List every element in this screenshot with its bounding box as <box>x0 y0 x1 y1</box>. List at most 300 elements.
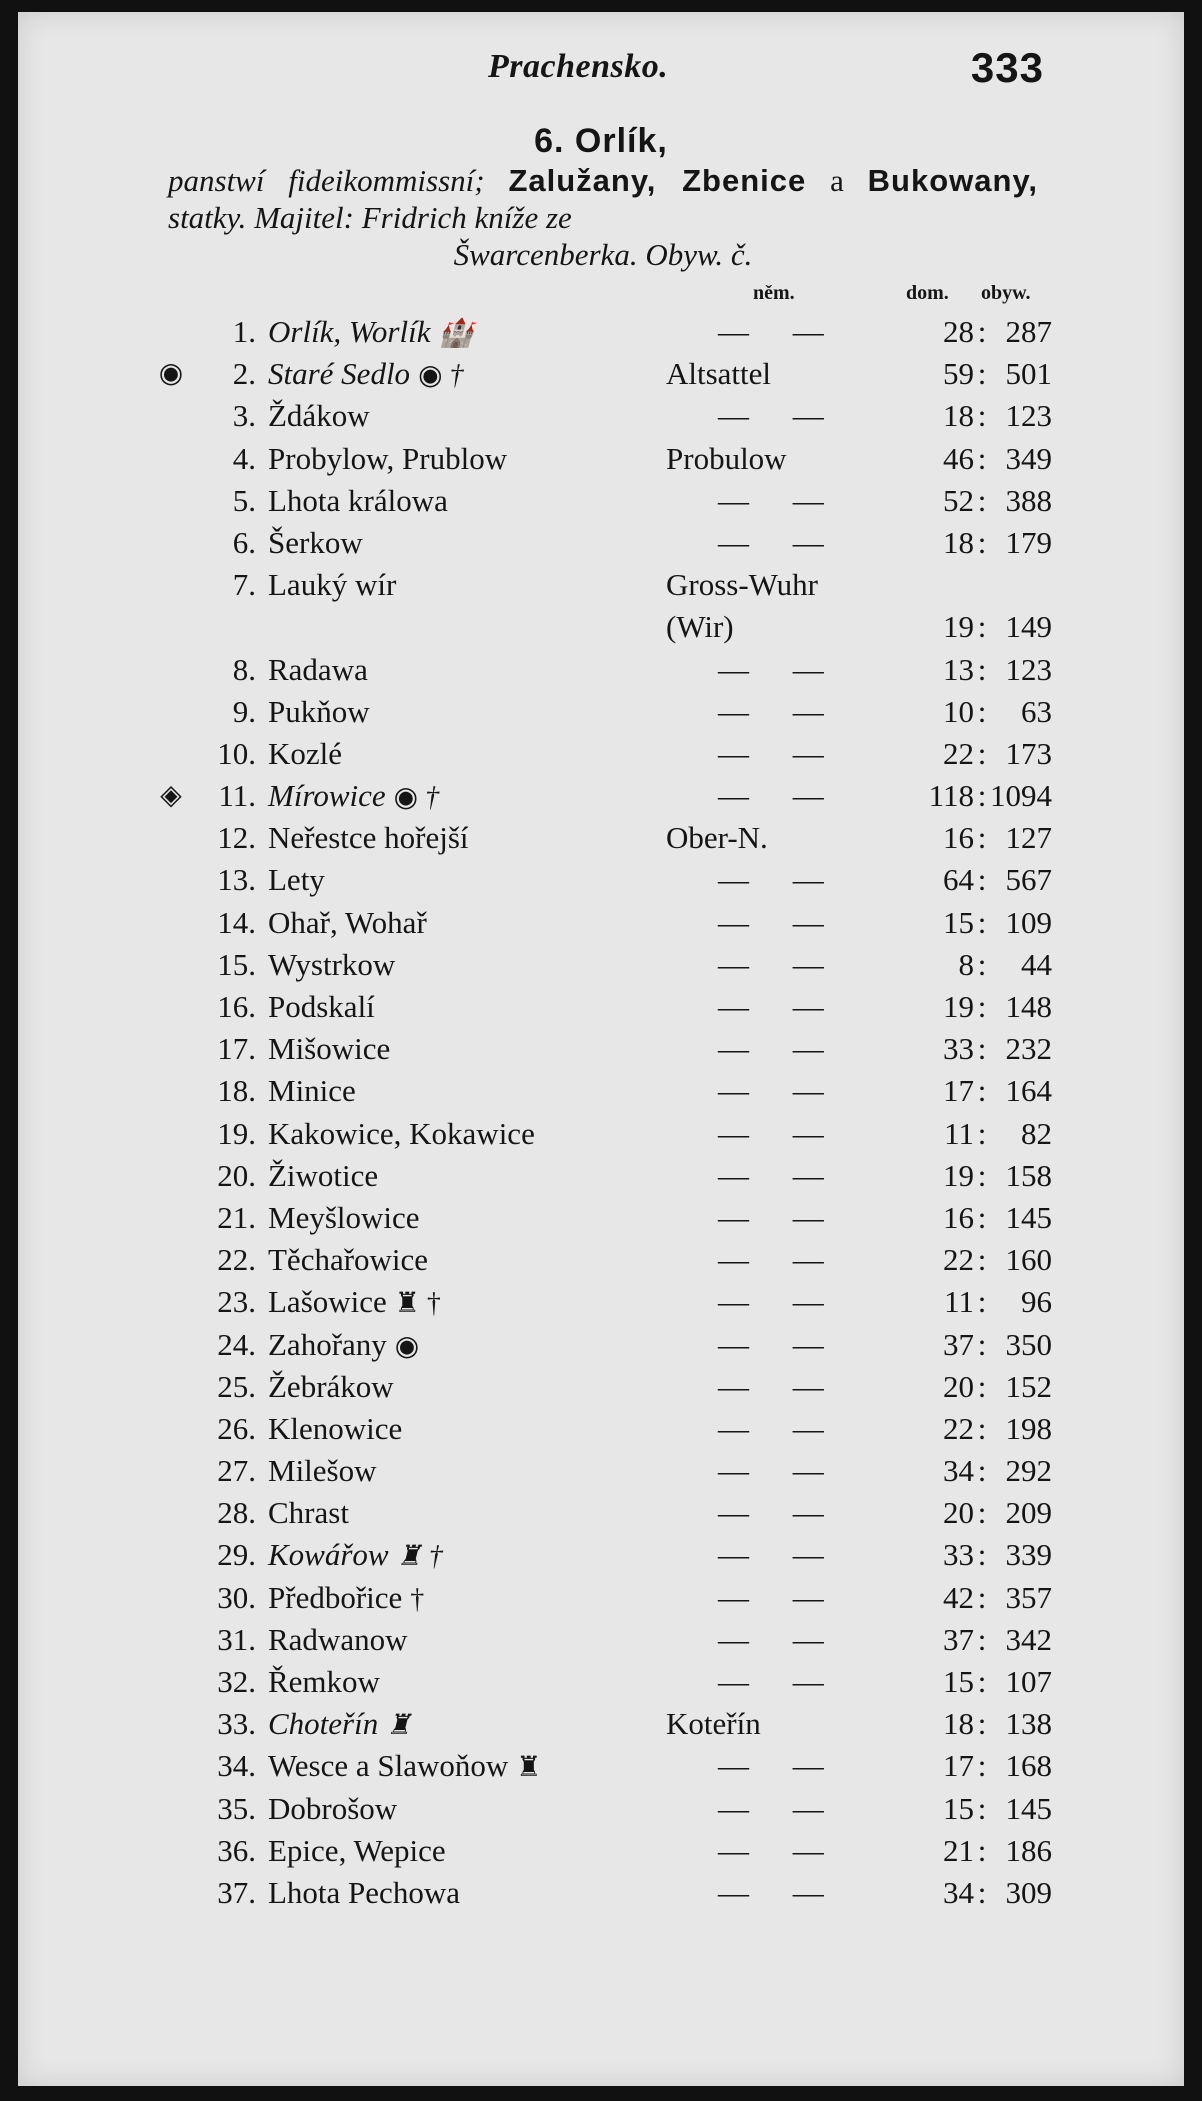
place-name-text: Kowářow <box>268 1537 389 1573</box>
inhabitant-count: 209 <box>1005 1495 1052 1531</box>
separator: : <box>977 1410 987 1446</box>
separator: : <box>977 1579 987 1615</box>
row-number: 31. <box>217 1621 256 1657</box>
intro-text-1: a <box>830 163 844 198</box>
separator: : <box>977 989 987 1025</box>
inhabitant-count: 149 <box>1005 609 1052 645</box>
inhabitant-count: 179 <box>1005 524 1052 560</box>
place-name-text: Wesce a Slawoňow <box>268 1748 509 1784</box>
place-name <box>268 567 396 603</box>
place-name-text: Kozlé <box>268 735 343 771</box>
separator: : <box>977 1031 987 1067</box>
place-mark-icon: ◉ <box>158 358 184 390</box>
separator: : <box>977 1706 987 1742</box>
table-row <box>18 1112 1184 1154</box>
house-count: 59 <box>943 356 974 392</box>
place-name <box>268 1158 378 1194</box>
place-name-text: Řemkow <box>268 1664 380 1700</box>
place-name-text: Epice, Wepice <box>268 1832 446 1868</box>
inhabitant-count: 342 <box>1005 1621 1052 1657</box>
place-name <box>268 1875 460 1911</box>
separator: : <box>977 1368 987 1404</box>
dash-filler: — — <box>718 1621 842 1657</box>
inhabitant-count: 145 <box>1005 1790 1052 1826</box>
place-name-text: Radwanow <box>268 1621 408 1657</box>
house-count: 18 <box>943 1706 974 1742</box>
dash-filler: — — <box>718 1453 842 1489</box>
house-count: 15 <box>943 904 974 940</box>
table-row <box>18 1407 1184 1449</box>
house-count: 15 <box>943 1664 974 1700</box>
house-count: 37 <box>943 1326 974 1362</box>
place-name-text: Staré Sedlo <box>268 356 411 392</box>
place-name <box>268 1664 380 1700</box>
separator: : <box>977 1537 987 1573</box>
table-row <box>18 690 1184 732</box>
table-row <box>18 985 1184 1027</box>
dash-filler: — — <box>718 735 842 771</box>
place-name-text: Lety <box>268 862 325 898</box>
inhabitant-count: 567 <box>1005 862 1052 898</box>
row-number: 28. <box>217 1495 256 1531</box>
row-number: 13. <box>217 862 256 898</box>
dash-filler: — — <box>718 1832 842 1868</box>
dash-filler: — — <box>718 1284 842 1320</box>
table-row <box>18 1449 1184 1491</box>
row-number: 29. <box>217 1537 256 1573</box>
row-number: 15. <box>217 946 256 982</box>
place-name-text: Klenowice <box>268 1410 403 1446</box>
inhabitant-count: 63 <box>1021 693 1052 729</box>
inhabitant-count: 309 <box>1005 1874 1052 1910</box>
place-symbol-icon: † <box>410 1583 425 1615</box>
place-name-text: Zahořany <box>268 1326 387 1362</box>
place-name <box>268 1706 411 1742</box>
table-row <box>18 437 1184 479</box>
inhabitant-count: 168 <box>1005 1748 1052 1784</box>
table-row <box>18 563 1184 647</box>
separator: : <box>977 1495 987 1531</box>
house-count: 19 <box>943 989 974 1025</box>
table-row <box>18 352 1184 394</box>
section-intro <box>168 162 1038 273</box>
house-count: 37 <box>943 1621 974 1657</box>
house-count: 16 <box>943 820 974 856</box>
row-number: 35. <box>217 1790 256 1826</box>
separator: : <box>977 1115 987 1151</box>
place-symbol-icon: ◉ † <box>393 782 440 814</box>
intro-bold-1: Zalužany, Zbenice <box>508 163 807 198</box>
table-row <box>18 394 1184 436</box>
table-row <box>18 1280 1184 1322</box>
inhabitant-count: 164 <box>1005 1073 1052 1109</box>
place-name-text: Lhota králowa <box>268 482 448 518</box>
house-count: 18 <box>943 524 974 560</box>
german-name: Probulow <box>666 440 787 476</box>
separator: : <box>977 693 987 729</box>
place-name-text: Probylow, Prublow <box>268 440 508 476</box>
dash-filler: — — <box>718 1664 842 1700</box>
place-name-text: Předbořice <box>268 1579 403 1615</box>
place-name <box>268 1073 356 1109</box>
row-number: 5. <box>232 482 256 518</box>
row-number: 11. <box>218 778 256 814</box>
dash-filler: — — <box>718 1410 842 1446</box>
inhabitant-count: 82 <box>1021 1115 1052 1151</box>
dash-filler: — — <box>718 314 842 349</box>
row-number: 20. <box>217 1157 256 1193</box>
house-count: 22 <box>943 1410 974 1446</box>
place-name <box>268 947 395 983</box>
inhabitant-count: 350 <box>1005 1326 1052 1362</box>
place-name <box>268 1411 402 1447</box>
place-name <box>268 1242 428 1278</box>
row-number: 34. <box>217 1748 256 1784</box>
table-row <box>18 1744 1184 1786</box>
row-number: 10. <box>217 735 256 771</box>
house-count: 21 <box>943 1832 974 1868</box>
house-count: 34 <box>943 1874 974 1910</box>
running-title: Prachensko. <box>488 48 669 85</box>
separator: : <box>977 778 987 814</box>
house-count: 18 <box>943 398 974 434</box>
house-count: 13 <box>943 651 974 687</box>
dash-filler: — — <box>718 946 842 982</box>
inhabitant-count: 292 <box>1005 1453 1052 1489</box>
house-count: 118 <box>928 778 974 814</box>
dash-filler: — — <box>718 482 842 518</box>
place-name <box>268 820 469 856</box>
dash-filler: — — <box>718 1790 842 1826</box>
table-row <box>18 943 1184 985</box>
table-row <box>18 1576 1184 1618</box>
inhabitant-count: 388 <box>1005 482 1052 518</box>
separator: : <box>977 314 987 349</box>
row-number: 4. <box>232 440 256 476</box>
dash-filler: — — <box>718 1368 842 1404</box>
separator: : <box>977 1621 987 1657</box>
inhabitant-count: 232 <box>1005 1031 1052 1067</box>
inhabitant-count: 109 <box>1005 904 1052 940</box>
page-number: 333 <box>970 44 1044 91</box>
house-count: 11 <box>944 1284 974 1320</box>
row-number: 37. <box>217 1874 256 1910</box>
place-name <box>268 525 363 561</box>
german-name: Ober-N. <box>666 820 768 856</box>
dash-filler: — — <box>718 1326 842 1362</box>
house-count: 33 <box>943 1537 974 1573</box>
row-number: 36. <box>217 1832 256 1868</box>
place-name-text: Radawa <box>268 651 368 687</box>
separator: : <box>977 1832 987 1868</box>
german-name: Koteřín <box>666 1706 761 1742</box>
house-count: 19 <box>943 609 974 645</box>
inhabitant-count: 501 <box>1005 356 1052 392</box>
place-name <box>268 483 448 519</box>
dash-filler: — — <box>718 1495 842 1531</box>
table-row <box>18 310 1184 352</box>
inhabitant-count: 349 <box>1005 440 1052 476</box>
house-count: 22 <box>943 1242 974 1278</box>
inhabitant-count: 287 <box>1005 314 1052 349</box>
table-row <box>18 1027 1184 1069</box>
inhabitant-count: 152 <box>1005 1368 1052 1404</box>
house-count: 46 <box>943 440 974 476</box>
place-name <box>268 1748 541 1784</box>
separator: : <box>977 356 987 392</box>
row-number: 16. <box>217 989 256 1025</box>
place-name <box>268 356 464 392</box>
place-name-text: Lašowice <box>268 1284 387 1320</box>
row-number: 12. <box>217 820 256 856</box>
place-name <box>268 398 370 434</box>
separator: : <box>977 735 987 771</box>
row-number: 6. <box>232 524 256 560</box>
intro-italic-2: statky. Majitel: Fridrich kníže ze <box>168 200 572 235</box>
place-name-text: Těchařowice <box>268 1242 429 1278</box>
separator: : <box>977 440 987 476</box>
dash-filler: — — <box>718 1874 842 1910</box>
row-number: 26. <box>217 1410 256 1446</box>
house-count: 19 <box>943 1157 974 1193</box>
place-name <box>268 1284 441 1320</box>
place-name <box>268 694 370 730</box>
place-name-text: Mírowice <box>268 778 386 814</box>
separator: : <box>977 862 987 898</box>
table-row <box>18 1660 1184 1702</box>
row-number: 33. <box>217 1706 256 1742</box>
german-name: Altsattel <box>666 356 772 392</box>
separator: : <box>977 904 987 940</box>
dash-filler: — — <box>718 693 842 729</box>
place-name <box>268 736 342 772</box>
table-row <box>18 521 1184 563</box>
place-name <box>268 1116 535 1152</box>
separator: : <box>977 1790 987 1826</box>
table-row <box>18 816 1184 858</box>
separator: : <box>977 1199 987 1235</box>
inhabitant-count: 107 <box>1005 1664 1052 1700</box>
place-symbol-icon: ◉ † <box>418 360 464 392</box>
place-name <box>268 1537 443 1573</box>
place-name <box>268 862 325 898</box>
place-name <box>268 1833 446 1869</box>
section-title: 6. Orlík, <box>534 122 668 160</box>
separator: : <box>977 524 987 560</box>
german-name: Gross-Wuhr <box>666 567 819 603</box>
table-row <box>18 901 1184 943</box>
place-name <box>268 905 427 941</box>
inhabitant-count: 145 <box>1005 1199 1052 1235</box>
dash-filler: — — <box>718 1242 842 1278</box>
place-name <box>268 1031 390 1067</box>
dash-filler: — — <box>718 1579 842 1615</box>
inhabitant-count: 160 <box>1005 1242 1052 1278</box>
table-row <box>18 1196 1184 1238</box>
house-count: 11 <box>944 1115 974 1151</box>
table-row <box>18 1618 1184 1660</box>
separator: : <box>977 1453 987 1489</box>
place-name-text: Šerkow <box>268 524 363 560</box>
place-name-text: Kakowice, Kokawice <box>268 1115 535 1151</box>
row-number: 24. <box>217 1326 256 1362</box>
table-row <box>18 479 1184 521</box>
dash-filler: — — <box>718 524 842 560</box>
place-symbol-icon: ♜ † <box>396 1541 443 1573</box>
place-name-text: Mišowice <box>268 1031 391 1067</box>
house-count: 34 <box>943 1453 974 1489</box>
inhabitant-count: 173 <box>1005 735 1052 771</box>
dash-filler: — — <box>718 1115 842 1151</box>
table-row <box>18 1365 1184 1407</box>
place-mark-icon: ◈ <box>160 780 182 812</box>
house-count: 8 <box>958 946 974 982</box>
separator: : <box>977 398 987 434</box>
house-count: 22 <box>943 735 974 771</box>
row-number: 1. <box>232 314 256 349</box>
inhabitant-count: 186 <box>1005 1832 1052 1868</box>
row-number: 2. <box>232 356 256 392</box>
house-count: 10 <box>943 693 974 729</box>
dash-filler: — — <box>718 1073 842 1109</box>
dash-filler: — — <box>718 398 842 434</box>
row-number: 30. <box>217 1579 256 1615</box>
place-name-text: Žebrákow <box>268 1368 394 1404</box>
row-number: 21. <box>217 1199 256 1235</box>
separator: : <box>977 1664 987 1700</box>
table-row <box>18 732 1184 774</box>
inhabitant-count: 138 <box>1005 1706 1052 1742</box>
dash-filler: — — <box>718 862 842 898</box>
place-name <box>268 1327 419 1363</box>
table-row <box>18 774 1184 816</box>
table-row <box>18 1491 1184 1533</box>
row-number: 9. <box>232 693 256 729</box>
column-header-german: něm. <box>753 282 795 304</box>
row-number: 22. <box>217 1242 256 1278</box>
row-number: 25. <box>217 1368 256 1404</box>
house-count: 16 <box>943 1199 974 1235</box>
place-name <box>268 1453 377 1489</box>
village-list <box>18 310 1184 1913</box>
house-count: 33 <box>943 1031 974 1067</box>
house-count: 42 <box>943 1579 974 1615</box>
column-header-inhabitants: obyw. <box>981 282 1031 304</box>
inhabitant-count: 44 <box>1021 946 1052 982</box>
german-name-continued: (Wir) <box>666 609 734 645</box>
place-name-text: Ohař, Wohař <box>268 904 427 940</box>
place-name <box>268 1791 397 1827</box>
place-name-text: Pukňow <box>268 693 370 729</box>
separator: : <box>977 946 987 982</box>
separator: : <box>977 1284 987 1320</box>
separator: : <box>977 609 987 645</box>
table-row <box>18 1238 1184 1280</box>
row-number: 18. <box>217 1073 256 1109</box>
house-count: 64 <box>943 862 974 898</box>
intro-bold-2: Bukowany, <box>867 163 1038 198</box>
table-row <box>18 1533 1184 1575</box>
row-number: 32. <box>217 1664 256 1700</box>
place-name <box>268 1580 424 1616</box>
place-name <box>268 1200 420 1236</box>
place-symbol-icon: ♜ † <box>394 1288 441 1320</box>
dash-filler: — — <box>718 651 842 687</box>
intro-italic-3: Šwarcenberka. Obyw. č. <box>453 237 753 272</box>
inhabitant-count: 148 <box>1005 989 1052 1025</box>
separator: : <box>977 1073 987 1109</box>
row-number: 7. <box>232 567 256 603</box>
separator: : <box>977 1748 987 1784</box>
separator: : <box>977 820 987 856</box>
place-name-text: Žiwotice <box>268 1157 379 1193</box>
place-name-text: Orlík, Worlík <box>268 314 431 349</box>
inhabitant-count: 158 <box>1005 1157 1052 1193</box>
inhabitant-count: 357 <box>1005 1579 1052 1615</box>
table-row <box>18 1069 1184 1111</box>
row-number: 27. <box>217 1453 256 1489</box>
row-number: 17. <box>217 1031 256 1067</box>
page-header <box>18 44 1184 108</box>
separator: : <box>977 1874 987 1910</box>
column-header-houses: dom. <box>906 282 949 304</box>
dash-filler: — — <box>718 1031 842 1067</box>
separator: : <box>977 1157 987 1193</box>
inhabitant-count: 1094 <box>990 778 1052 814</box>
separator: : <box>977 482 987 518</box>
table-row <box>18 858 1184 900</box>
inhabitant-count: 339 <box>1005 1537 1052 1573</box>
row-number: 19. <box>217 1115 256 1151</box>
place-symbol-icon: ♜ <box>386 1710 412 1742</box>
house-count: 17 <box>943 1073 974 1109</box>
dash-filler: — — <box>718 1199 842 1235</box>
place-name <box>268 1495 349 1531</box>
place-name-text: Neřestce hořejší <box>268 820 469 856</box>
place-name <box>268 778 439 814</box>
house-count: 28 <box>943 314 974 349</box>
table-row <box>18 1154 1184 1196</box>
place-name-text: Meyšlowice <box>268 1199 420 1235</box>
place-symbol-icon: 🏰 <box>438 318 474 349</box>
dash-filler: — — <box>718 989 842 1025</box>
row-number: 3. <box>232 398 256 434</box>
dash-filler: — — <box>718 904 842 940</box>
place-symbol-icon: ♜ <box>516 1752 542 1784</box>
dash-filler: — — <box>718 1748 842 1784</box>
table-row <box>18 1871 1184 1913</box>
inhabitant-count: 96 <box>1021 1284 1052 1320</box>
table-row <box>18 1702 1184 1744</box>
place-name-text: Ždákow <box>268 398 370 434</box>
inhabitant-count: 123 <box>1005 651 1052 687</box>
place-name <box>268 441 507 477</box>
place-name <box>268 652 368 688</box>
place-name-text: Lhota Pechowa <box>268 1874 460 1910</box>
house-count: 52 <box>943 482 974 518</box>
place-name <box>268 1369 394 1405</box>
house-count: 20 <box>943 1495 974 1531</box>
place-name-text: Wystrkow <box>268 946 396 982</box>
house-count: 17 <box>943 1748 974 1784</box>
inhabitant-count: 127 <box>1005 820 1052 856</box>
dash-filler: — — <box>718 778 842 814</box>
place-name-text: Choteřín <box>268 1706 379 1742</box>
place-name-text: Lauký wír <box>268 567 397 603</box>
inhabitant-count: 123 <box>1005 398 1052 434</box>
place-name-text: Dobrošow <box>268 1790 398 1826</box>
place-name-text: Milešow <box>268 1453 377 1489</box>
